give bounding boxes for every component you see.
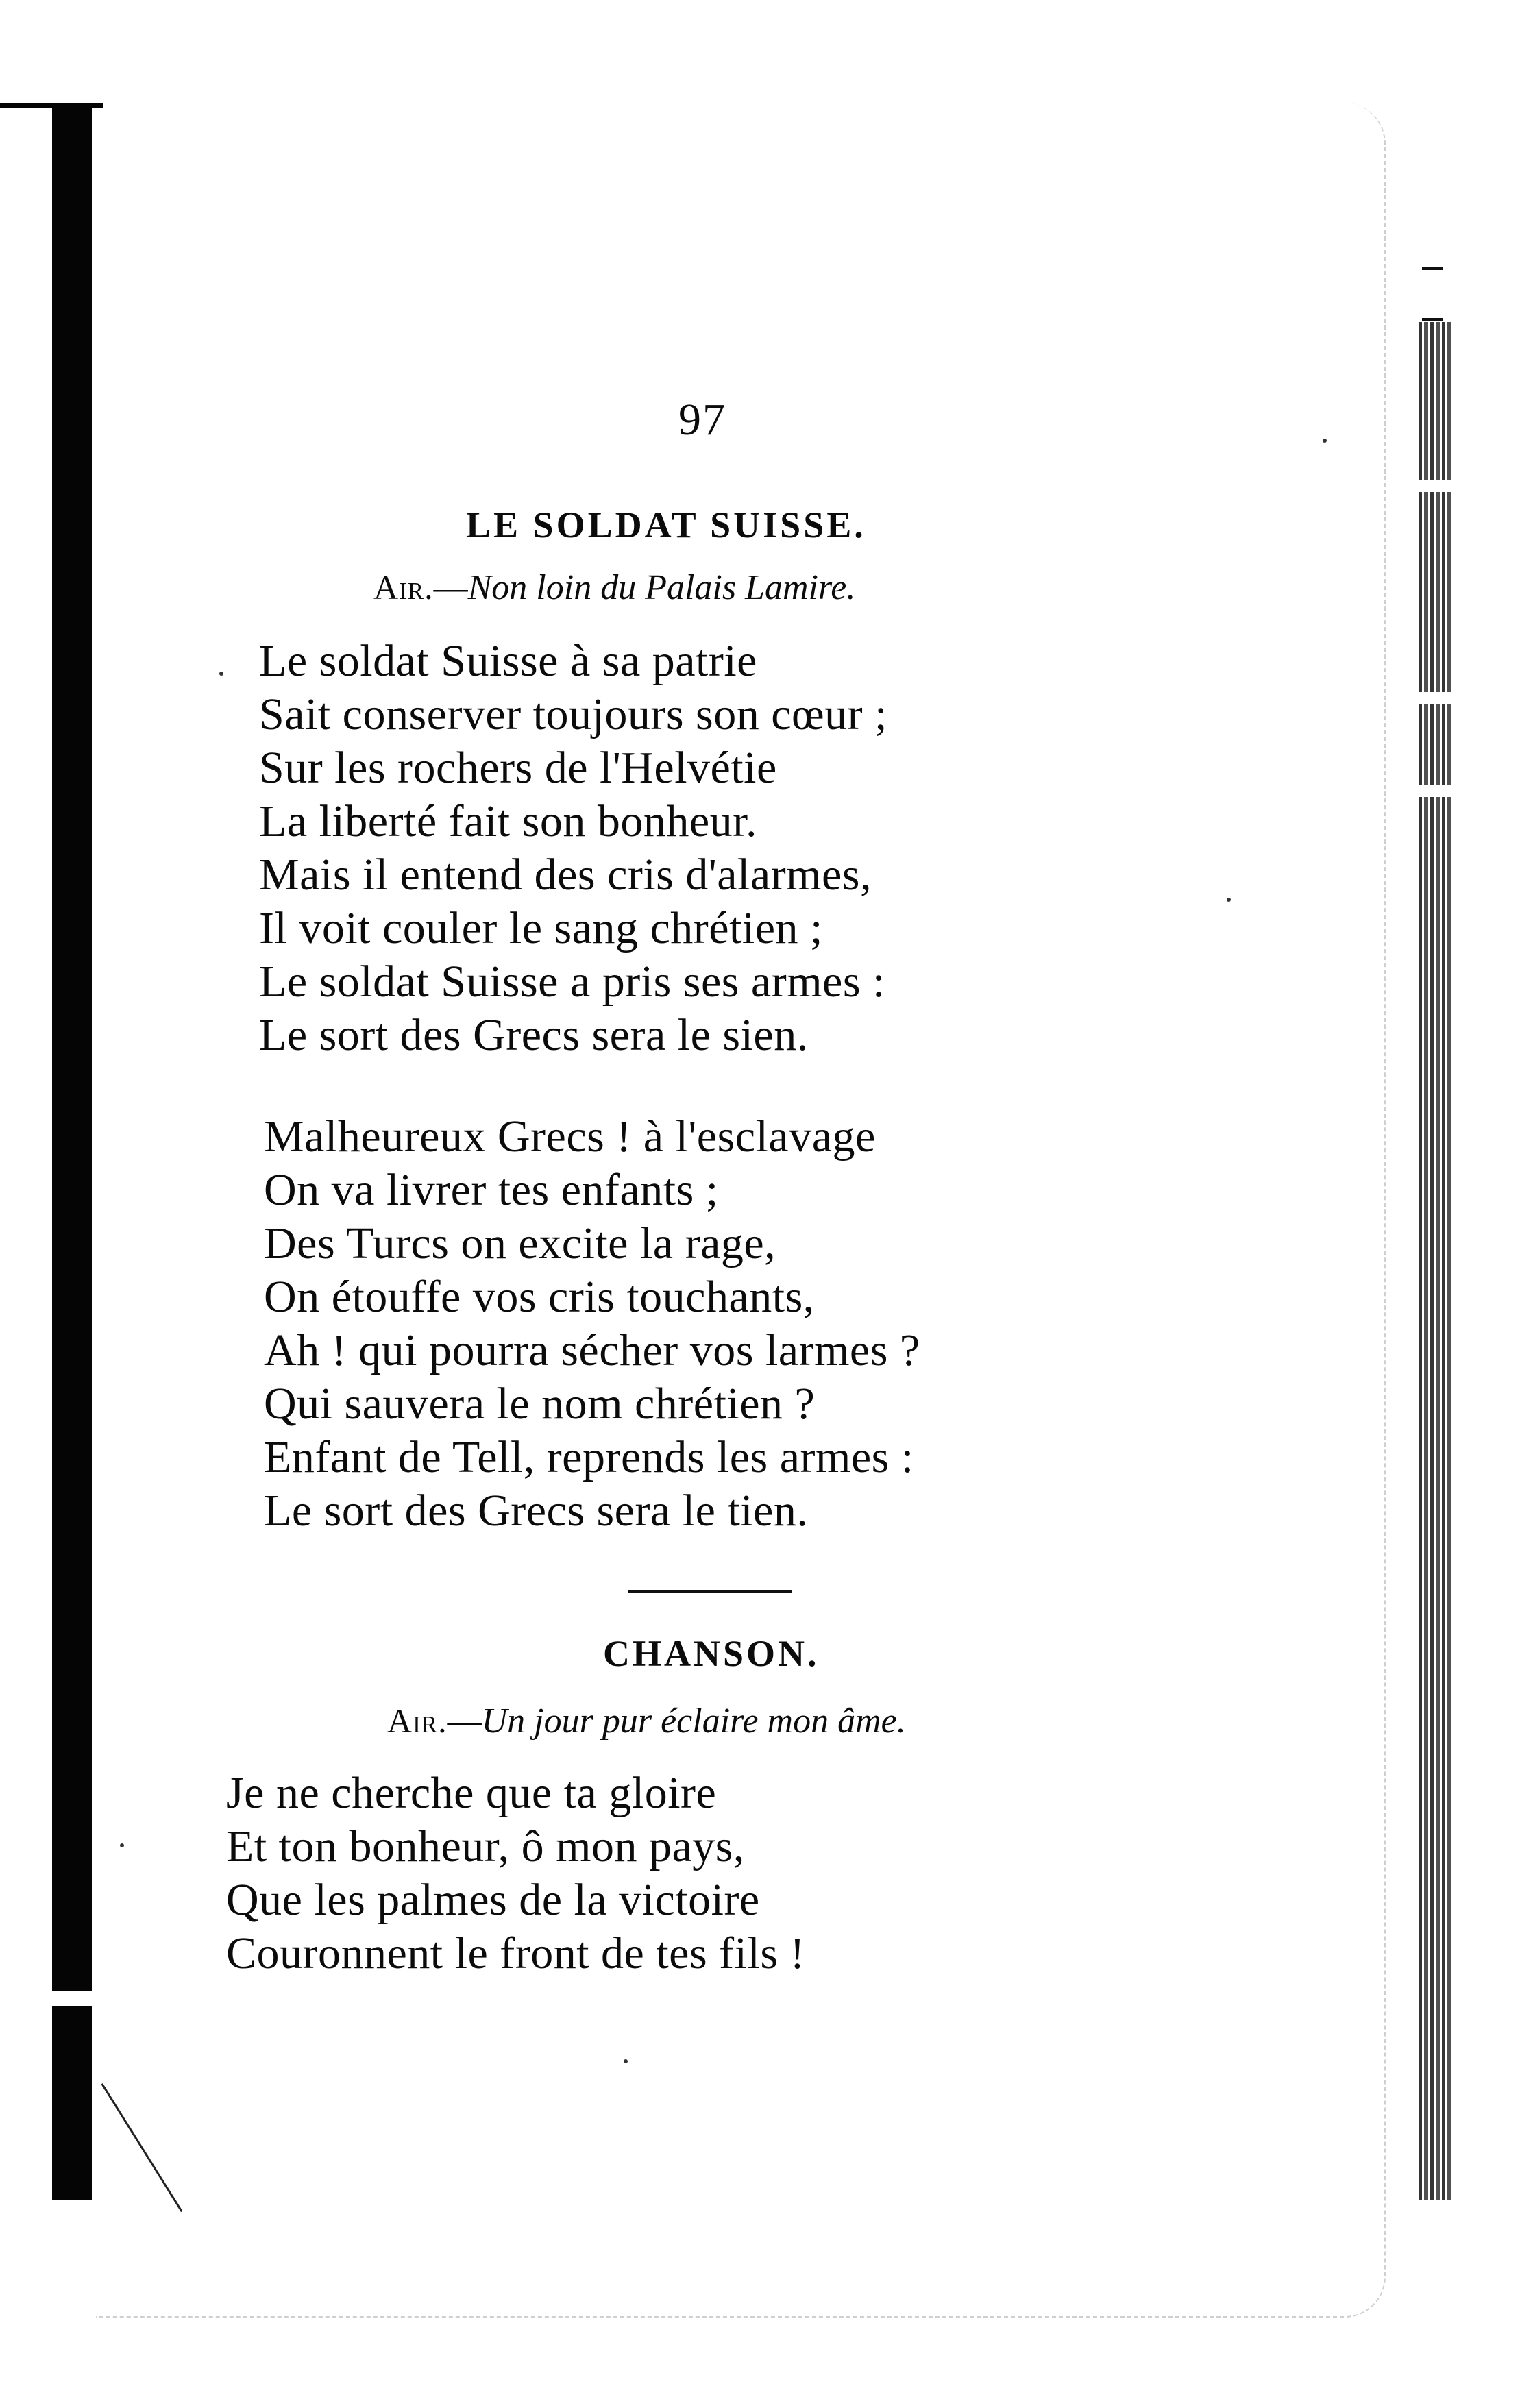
ink-speck xyxy=(624,2059,628,2063)
right-edge-marks xyxy=(1422,267,1443,321)
verse-line: Je ne cherche que ta gloire xyxy=(226,1768,717,1818)
air-label: Air. xyxy=(373,568,434,606)
poem-title: CHANSON. xyxy=(603,1633,820,1674)
air-title: Un jour pur éclaire mon âme. xyxy=(481,1701,906,1741)
verse-line: Ah ! qui pourra sécher vos larmes ? xyxy=(264,1325,920,1375)
verse-line: On étouffe vos cris touchants, xyxy=(264,1272,815,1322)
right-edge-gap xyxy=(1416,785,1454,797)
verse-line: Que les palmes de la victoire xyxy=(226,1875,760,1925)
verse-line: Sait conserver toujours son cœur ; xyxy=(259,689,887,739)
verse-line: Qui sauvera le nom chrétien ? xyxy=(264,1379,816,1429)
air-line xyxy=(387,1701,906,1741)
right-edge-gap xyxy=(1416,480,1454,492)
verse-line: Le soldat Suisse a pris ses armes : xyxy=(259,957,885,1007)
verse-line: Il voit couler le sang chrétien ; xyxy=(259,903,823,953)
air-title: Non loin du Palais Lamire. xyxy=(467,568,856,607)
ink-speck xyxy=(120,1843,124,1847)
verse-line: Mais il entend des cris d'alarmes, xyxy=(259,850,872,900)
stanza xyxy=(259,635,887,1062)
verse-line: Le sort des Grecs sera le tien. xyxy=(264,1486,809,1536)
air-dash: — xyxy=(447,1701,482,1740)
air-label: Air. xyxy=(387,1701,448,1740)
verse-line: Le soldat Suisse à sa patrie xyxy=(259,636,757,686)
air-line xyxy=(373,567,855,608)
verse-line: Malheureux Grecs ! à l'esclavage xyxy=(264,1111,876,1162)
page-number: 97 xyxy=(678,395,726,445)
binding-notch xyxy=(52,1991,92,2006)
ink-speck xyxy=(219,672,223,676)
stanza xyxy=(226,1767,805,1980)
verse-line: Des Turcs on excite la rage, xyxy=(264,1218,776,1268)
stanza xyxy=(264,1110,920,1538)
verse-line: Et ton bonheur, ô mon pays, xyxy=(226,1821,745,1871)
verse-line: Couronnent le front de tes fils ! xyxy=(226,1928,805,1978)
section-divider xyxy=(628,1590,792,1593)
book-binding-shadow xyxy=(52,103,92,2200)
verse-line: Sur les rochers de l'Helvétie xyxy=(259,743,777,793)
ink-speck xyxy=(1227,898,1231,902)
right-edge-gap xyxy=(1416,692,1454,704)
air-dash: — xyxy=(433,568,468,606)
ink-speck xyxy=(1323,439,1327,443)
right-page-edge xyxy=(1419,322,1451,2200)
verse-line: Enfant de Tell, reprends les armes : xyxy=(264,1432,914,1482)
verse-line: On va livrer tes enfants ; xyxy=(264,1165,719,1215)
poem-title: LE SOLDAT SUISSE. xyxy=(466,504,866,545)
verse-line: La liberté fait son bonheur. xyxy=(259,796,757,846)
verse-line: Le sort des Grecs sera le sien. xyxy=(259,1010,809,1060)
